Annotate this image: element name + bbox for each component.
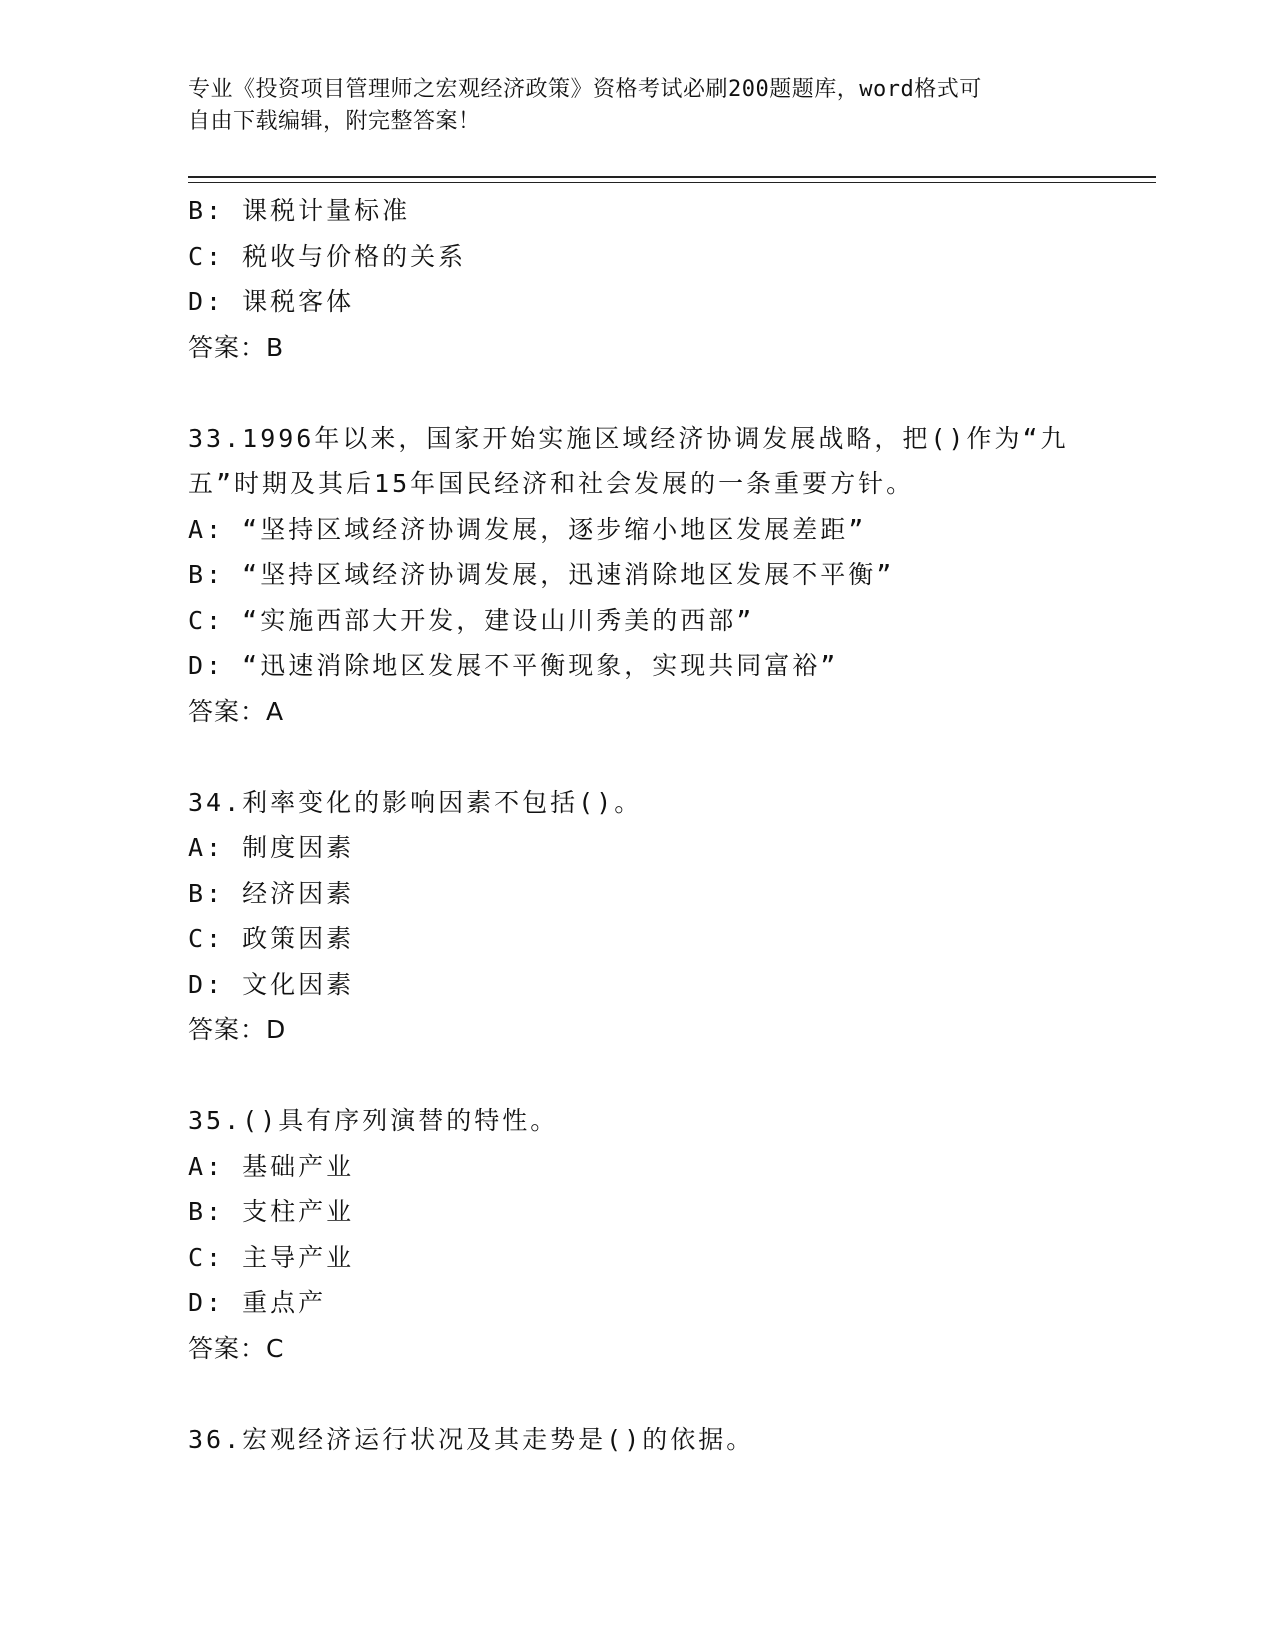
question-stem-line-1: 33.1996年以来，国家开始实施区域经济协调发展战略，把()作为“九 — [188, 423, 1069, 453]
header-divider-thin — [188, 182, 1156, 183]
option-d: D: “迅速消除地区发展不平衡现象，实现共同富裕” — [188, 651, 839, 680]
header-title-line-2: 自由下载编辑，附完整答案！ — [188, 109, 481, 134]
answer-line: 答案：D — [188, 1015, 287, 1044]
document-header — [188, 74, 1088, 138]
option-a: A: 制度因素 — [188, 833, 355, 862]
option-a: A: “坚持区域经济协调发展，逐步缩小地区发展差距” — [188, 514, 867, 544]
question-stem: 34.利率变化的影响因素不包括()。 — [188, 787, 643, 817]
question-33 — [188, 416, 1148, 735]
question-stem-line-2: 五”时期及其后15年国民经济和社会发展的一条重要方针。 — [188, 469, 915, 498]
option-c: C: “实施西部大开发，建设山川秀美的西部” — [188, 605, 755, 635]
question-35 — [188, 1098, 1148, 1371]
answer-line: 答案：B — [188, 332, 285, 362]
option-c: C: 主导产业 — [188, 1242, 355, 1272]
answer-line: 答案：A — [188, 696, 285, 726]
option-c: C: 税收与价格的关系 — [188, 241, 467, 271]
option-c: C: 政策因素 — [188, 924, 355, 953]
header-title-line-1: 专业《投资项目管理师之宏观经济政策》资格考试必刷200题题库，word格式可 — [188, 77, 982, 102]
question-spacer — [188, 734, 1148, 780]
option-d: D: 课税客体 — [188, 287, 355, 316]
option-d: D: 重点产 — [188, 1288, 327, 1317]
option-a: A: 基础产业 — [188, 1151, 355, 1181]
header-divider-thick — [188, 176, 1156, 178]
option-b: B: 课税计量标准 — [188, 196, 411, 225]
option-d: D: 文化因素 — [188, 969, 355, 999]
question-34 — [188, 780, 1148, 1053]
question-stem: 36.宏观经济运行状况及其走势是()的依据。 — [188, 1424, 755, 1454]
answer-line: 答案：C — [188, 1333, 285, 1363]
question-32-tail — [188, 188, 1148, 370]
question-content — [188, 188, 1148, 1462]
option-b: B: “坚持区域经济协调发展，迅速消除地区发展不平衡” — [188, 560, 895, 589]
question-36 — [188, 1417, 1148, 1463]
option-b: B: 支柱产业 — [188, 1197, 355, 1226]
question-stem: 35.()具有序列演替的特性。 — [188, 1106, 559, 1135]
question-spacer — [188, 1371, 1148, 1417]
question-spacer — [188, 370, 1148, 416]
option-b: B: 经济因素 — [188, 878, 355, 908]
question-spacer — [188, 1053, 1148, 1099]
